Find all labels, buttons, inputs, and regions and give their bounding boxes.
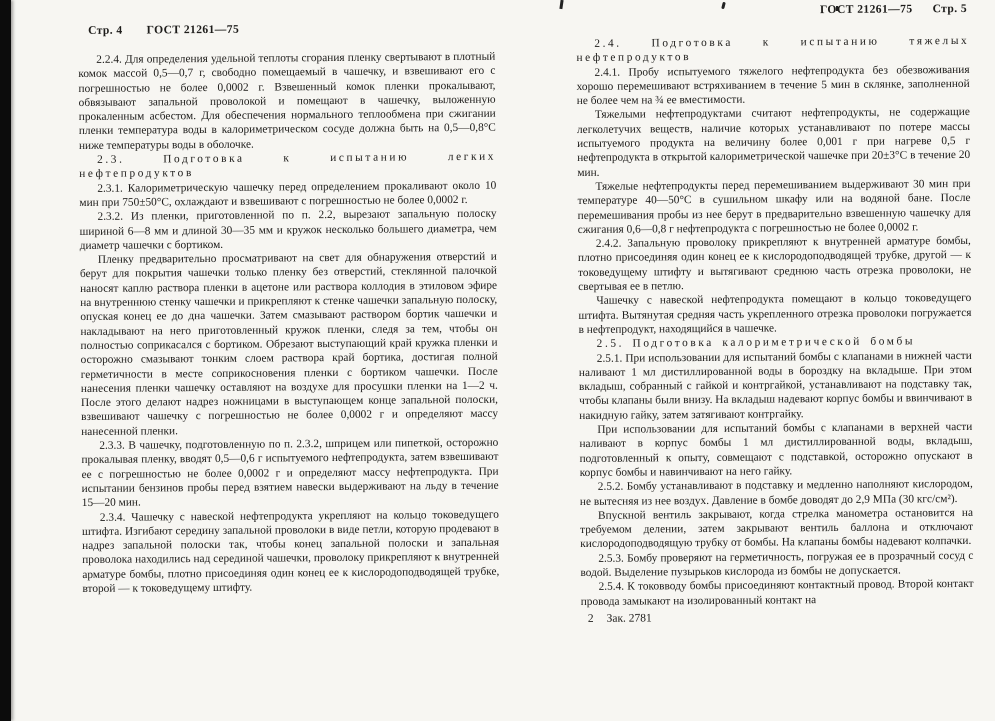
body-paragraph: 2.5.4. К токовводу бомбы присоединяют контактный провод. Второй контакт провода замыкают на изолированный контакт на	[580, 578, 974, 608]
body-paragraph: Чашечку с навеской нефтепродукта помещают в кольцо токоведущего штифта. Вытянутая средняя часть укрепленного отрезка проволоки погружается в нефтепродукт, находящийся в чашечке.	[578, 292, 972, 336]
section-heading: 2.5. Подготовка калориметрической бомбы	[596, 335, 916, 351]
right-doc-number: ГОСТ 21261—75	[819, 2, 913, 17]
section-heading: 2.3. Подготовка к испытанию легких нефтепродуктов	[79, 150, 497, 181]
body-paragraph: При использовании для испытаний бомбы с клапанами в верхней части наливают в корпус бомбы 1 мл дистиллированной воды, вкладыш, подготовленный к опыту, совмещают с подставкой, осторожно опускают в корпус бомбы и навинчивают на него гайку.	[579, 420, 973, 479]
body-paragraph: 2.3.1. Калориметрическую чашечку перед определением прокаливают около 10 мин при 750±50°С, охлаждают и взвешивают с погрешностью не более 0,0002 г.	[79, 179, 497, 209]
body-paragraph: 2.3.2. Из пленки, приготовленной по п. 2.2, вырезают запальную полоску шириной 6—8 мм и длиной 30—35 мм и кружок несколько большего диаметра, чем диаметр чашечки с бортиком.	[79, 207, 497, 252]
body-paragraph: 2.4.2. Запальную проволоку прикрепляют к внутренней арматуре бомбы, плотно присоединяя один конец ее к кислородоподводящей трубке, другой — к токоведущему штифту и вытягивают среднюю часть отрезка проволоки, не свертывая ее в петлю.	[577, 235, 972, 294]
print-order-footer	[581, 610, 974, 625]
left-page-header	[88, 21, 495, 37]
body-paragraph: 2.5.3. Бомбу проверяют на герметичность, погружая ее в прозрачный сосуд с водой. Выделение пузырьков кислорода из бомбы не допускается.	[580, 549, 974, 579]
scan-edge-strip	[0, 0, 11, 721]
left-page-body	[78, 50, 499, 597]
body-paragraph: Впускной вентиль закрывают, когда стрелка манометра остановится на требуемом делении, затем закрывают вентиль баллона и отключают кислородоподводящую трубку от бомбы. На клапаны бомбы надевают колпачки.	[580, 506, 974, 551]
right-page	[576, 2, 974, 625]
right-page-body	[576, 34, 973, 609]
scan-speck	[559, 0, 563, 9]
body-paragraph: 2.3.3. В чашечку, подготовленную по п. 2.3.2, шприцем или пипеткой, осторожно прокалывая пленку, вводят 0,5—0,6 г испытуемого нефтепродукта, затем взвешивают ее с погрешностью не более 0,0002 г и определяют массу нефтепродукта. При испытании бензинов пробы перед взятием навески выдерживают на льду в течение 15—20 мин.	[81, 436, 499, 510]
body-paragraph: 2.5.2. Бомбу устанавливают в подставку и медленно наполняют кислородом, не вытесняя из нее воздух. Давление в бомбе доводят до 2,9 МПа (30 кгс/см²).	[579, 478, 973, 508]
footer-order-label: Зак. 2781	[606, 612, 652, 625]
body-paragraph: Пленку предварительно просматривают на свет для обнаружения отверстий и берут для покрытия чашечки только пленку без отверстий, стеклянной палочкой наносят каплю раствора пленки в ацетоне или раствора коллодия в этиловом эфире на внутреннюю стенку чашечки и прикрепляют к стенке чашечки запальную полоску, опуская конец ее до дна чашечки. Затем смазывают раствором бортик чашечки и накладывают на него приготовленный кружок пленки, следя за тем, чтобы он полностью соприкасался с бортиком. Обрезают выступающий край кружка пленки и осторожно смазывают тонким слоем раствора край бортика, достигая полной герметичности в месте соприкосновения пленки с бортиком чашечки. После нанесения пленки чашечку оставляют на воздухе для просушки пленки на 1—2 ч. После этого делают надрез ножницами в выступающем конце запальной полоски, взвешивают чашечку с погрешностью не более 0,0002 г и определяют массу нанесенной пленки.	[79, 250, 499, 438]
left-doc-number: ГОСТ 21261—75	[146, 22, 240, 37]
body-paragraph: Тяжелыми нефтепродуктами считают нефтепродукты, не содержащие легколетучих веществ, наличие которых устанавливают по потере массы испытуемого продукта на величину более 0,001 г при нагреве 0,5 г нефтепродукта в открытой калориметрической чашечке при 20±3°С в течение 20 мин.	[576, 106, 971, 179]
body-paragraph: 2.4.1. Пробу испытуемого тяжелого нефтепродукта без обезвоживания хорошо перемешивают встряхиванием в течение 5 мин в склянке, заполненной не более чем на ¾ ее вместимости.	[576, 63, 970, 108]
right-page-header	[576, 2, 967, 18]
right-page-number: Стр. 5	[932, 1, 968, 16]
body-paragraph: 2.5.1. При использовании для испытаний бомбы с клапанами в нижней части наливают 1 мл дистиллированной воды в бороздку на вкладыше. При этом вкладыш, собранный с гайкой и контргайкой, устанавливают на подставку так, чтобы клапаны были внизу. На вкладыш надевают корпус бомбы и ввинчивают в накидную гайку, затем затягивают контргайку.	[578, 349, 973, 422]
left-page-number: Стр. 4	[87, 23, 123, 37]
footer-number: 2	[587, 612, 594, 625]
body-paragraph: Тяжелые нефтепродукты перед перемешиванием выдерживают 30 мин при температуре 40—50°С в сушильном шкафу или на водяной бане. После перемешивания пробы из нее берут в предварительно взвешенную чашечку для сжигания 0,6—0,8 г нефтепродукта с погрешностью не более 0,0002 г.	[577, 177, 971, 236]
left-page	[78, 21, 499, 597]
body-paragraph: 2.2.4. Для определения удельной теплоты сгорания пленку свертывают в плотный комок массой 0,5—0,7 г, свободно помещаемый в чашечку, и взвешивают его с погрешностью не более 0,0002 г. Взвешенный комок пленки прокалывают, обвязывают запальной проволокой и помещают в чашечку, выложенную прокаленным асбестом. Для обеспечения нормального теплообмена при сжигании пленки температура воды в калориметрическом сосуде должна быть на 0,5—0,8°С ниже температуры воды в оболочке.	[78, 50, 496, 152]
section-heading: 2.4. Подготовка к испытанию тяжелых нефтепродуктов	[576, 34, 970, 65]
body-paragraph: 2.3.4. Чашечку с навеской нефтепродукта укрепляют на кольцо токоведущего штифта. Изгибают середину запальной проволоки в виде петли, которую продевают в надрез запальной полоски так, чтобы конец запальной полоски и запальная проволока находились над серединой чашечки, проволоку прикрепляют к внутренней арматуре бомбы, плотно присоединяя один конец ее к кислородоподводящей трубке, второй — к токоведущему штифту.	[81, 508, 500, 595]
